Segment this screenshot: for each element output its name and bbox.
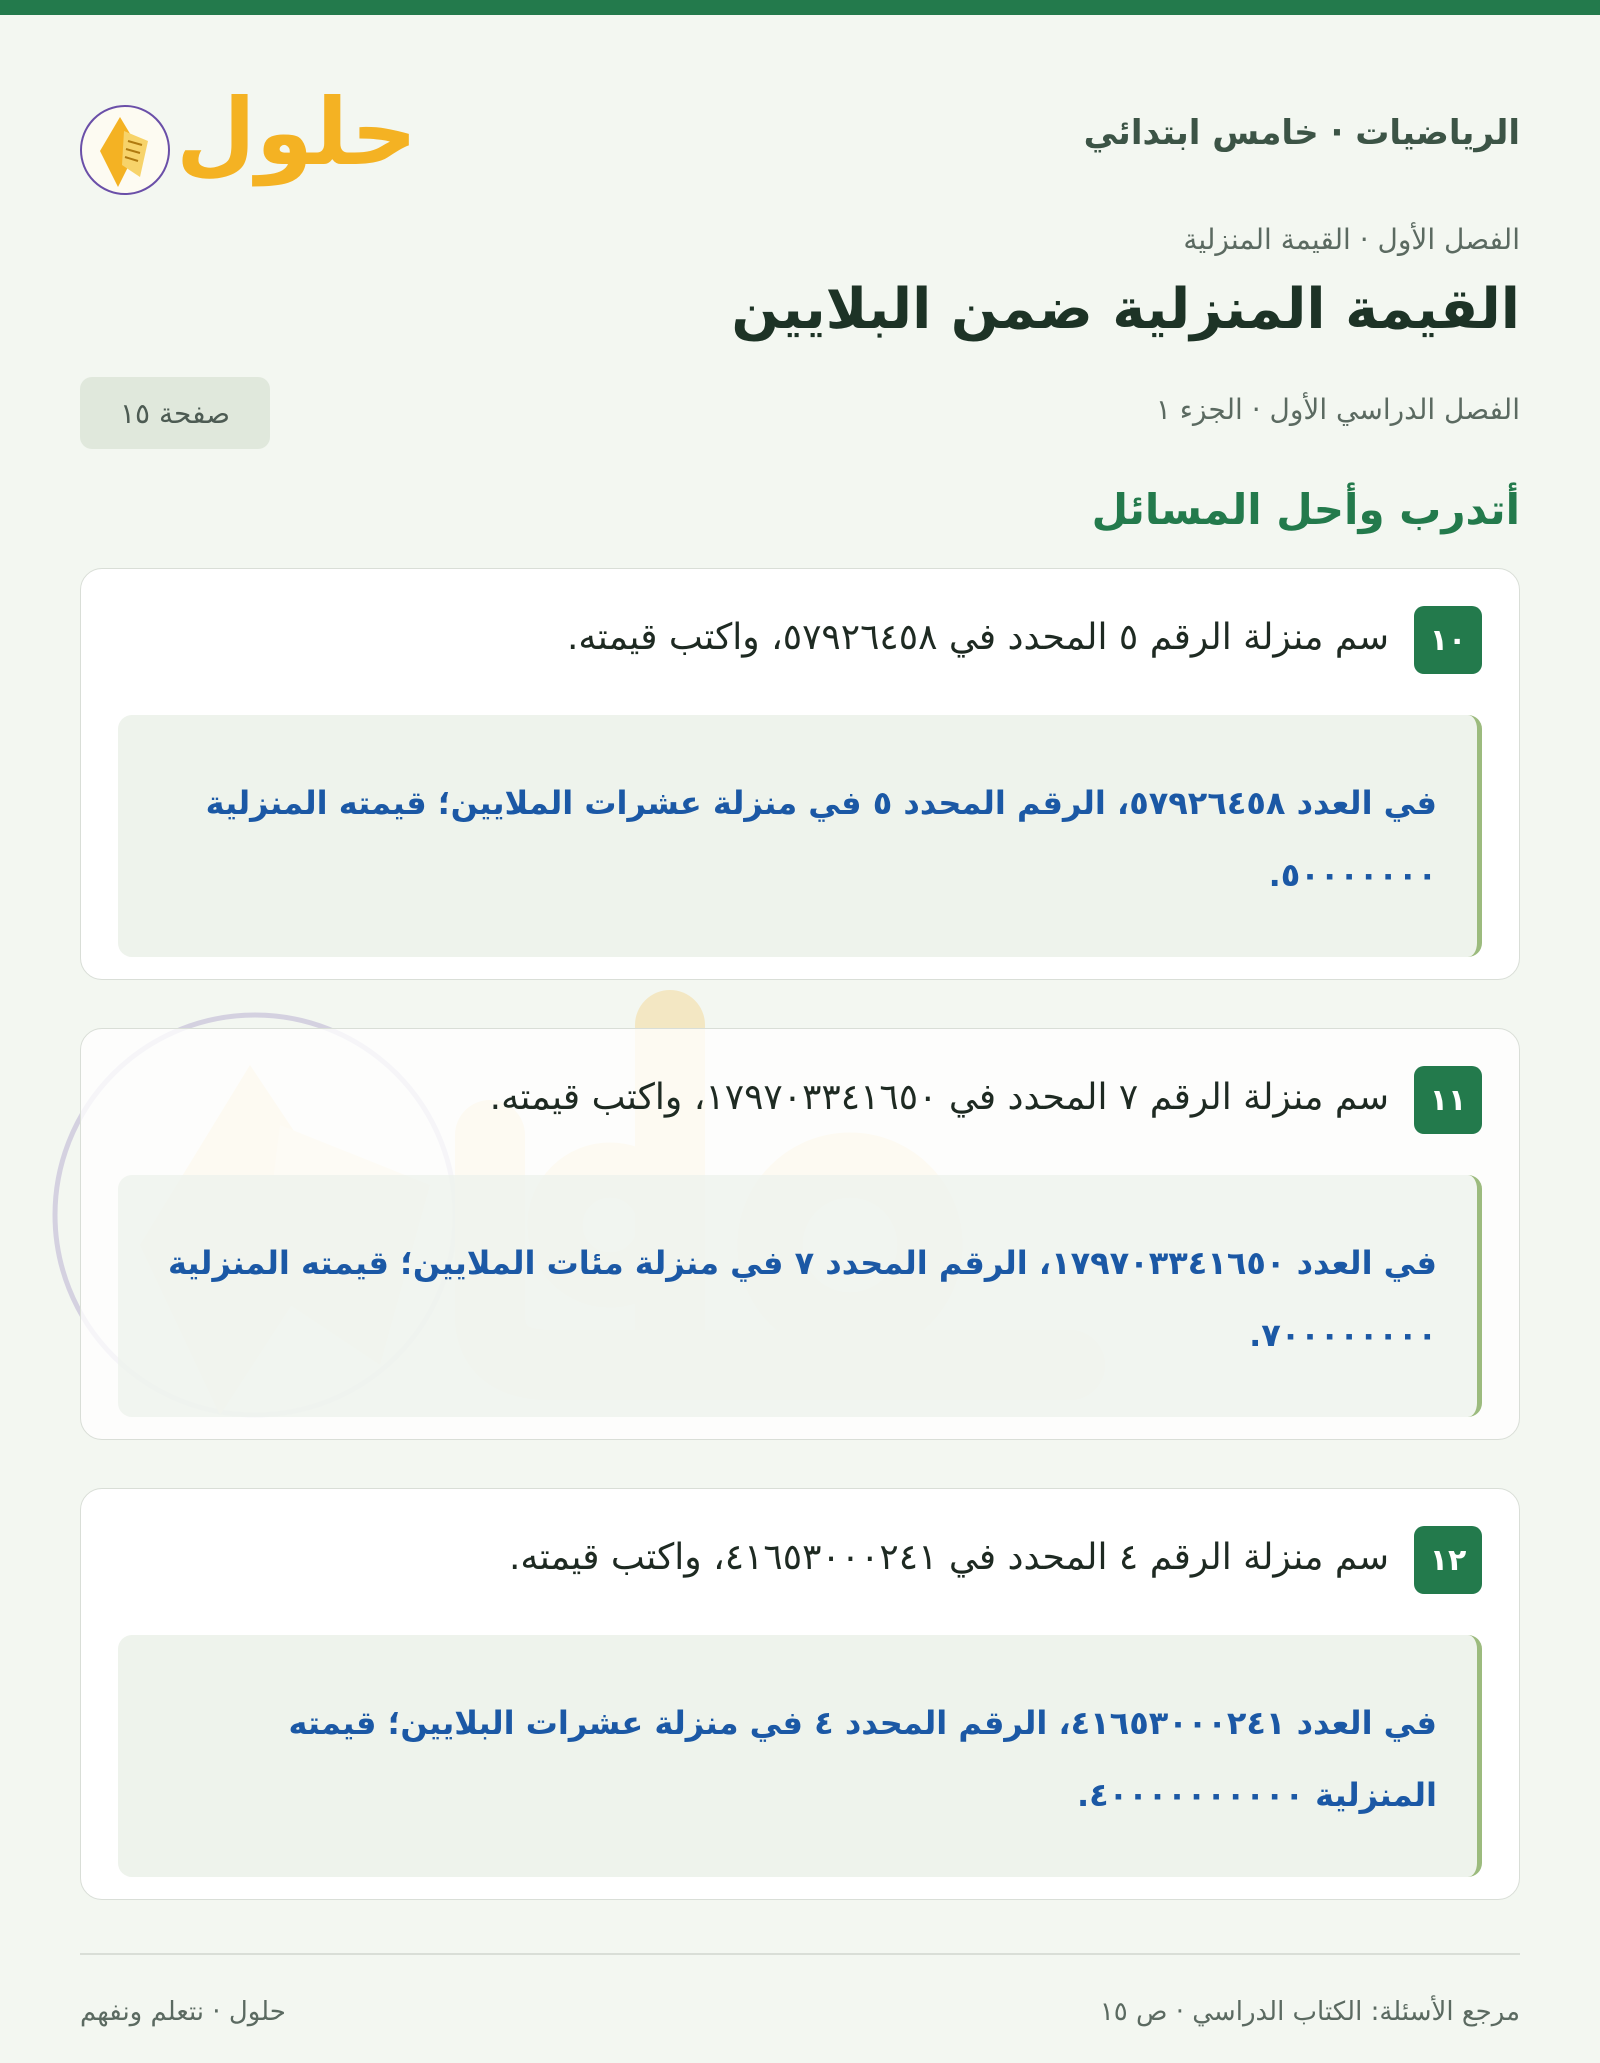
brand-logo[interactable] <box>80 79 418 207</box>
page-content <box>80 15 1520 2063</box>
footer-brand: حلول · نتعلم ونفهم <box>80 1997 286 2027</box>
problem-number: ١٢ <box>1414 1526 1482 1594</box>
section-title: أتدرب وأحل المسائل <box>1091 485 1520 534</box>
answer-text: في العدد ١٧٩٧٠٣٣٤١٦٥٠، الرقم المحدد ٧ في منزلة مئات الملايين؛ قيمته المنزلية ٧٠٠٠٠٠٠٠٠. <box>167 1244 1437 1354</box>
problem-number: ١٠ <box>1414 606 1482 674</box>
problem-card <box>80 568 1520 980</box>
breadcrumb: الفصل الأول · القيمة المنزلية <box>1183 223 1520 256</box>
header <box>80 79 1520 187</box>
footer-reference: مرجع الأسئلة: الكتاب الدراسي · ص ١٥ <box>1099 1997 1520 2027</box>
answer-box <box>118 715 1482 957</box>
page-title: القيمة المنزلية ضمن البلايين <box>731 277 1520 342</box>
problem-question: سم منزلة الرقم ٤ المحدد في ٤١٦٥٣٠٠٠٢٤١، واكتب قيمته. <box>508 1537 1389 1578</box>
logo-wordmark: حلول <box>176 79 418 186</box>
top-accent-bar <box>0 0 1600 15</box>
problem-card <box>80 1488 1520 1900</box>
page-number-badge: صفحة ١٥ <box>80 377 270 449</box>
answer-box <box>118 1175 1482 1417</box>
subject-label: الرياضيات · خامس ابتدائي <box>1083 113 1520 153</box>
footer-divider <box>80 1953 1520 1955</box>
problem-number: ١١ <box>1414 1066 1482 1134</box>
problem-question: سم منزلة الرقم ٥ المحدد في ٥٧٩٢٦٤٥٨، واكتب قيمته. <box>566 617 1389 658</box>
answer-box <box>118 1635 1482 1877</box>
term-label: الفصل الدراسي الأول · الجزء ١ <box>1155 393 1520 426</box>
problem-card <box>80 1028 1520 1440</box>
book-icon <box>80 105 170 195</box>
answer-text: في العدد ٤١٦٥٣٠٠٠٢٤١، الرقم المحدد ٤ في منزلة عشرات البلايين؛ قيمته المنزلية ٤٠٠٠٠٠٠٠٠٠٠. <box>288 1704 1437 1814</box>
answer-text: في العدد ٥٧٩٢٦٤٥٨، الرقم المحدد ٥ في منزلة عشرات الملايين؛ قيمته المنزلية ٥٠٠٠٠٠٠٠. <box>205 784 1437 894</box>
problem-question: سم منزلة الرقم ٧ المحدد في ١٧٩٧٠٣٣٤١٦٥٠، واكتب قيمته. <box>489 1077 1389 1118</box>
